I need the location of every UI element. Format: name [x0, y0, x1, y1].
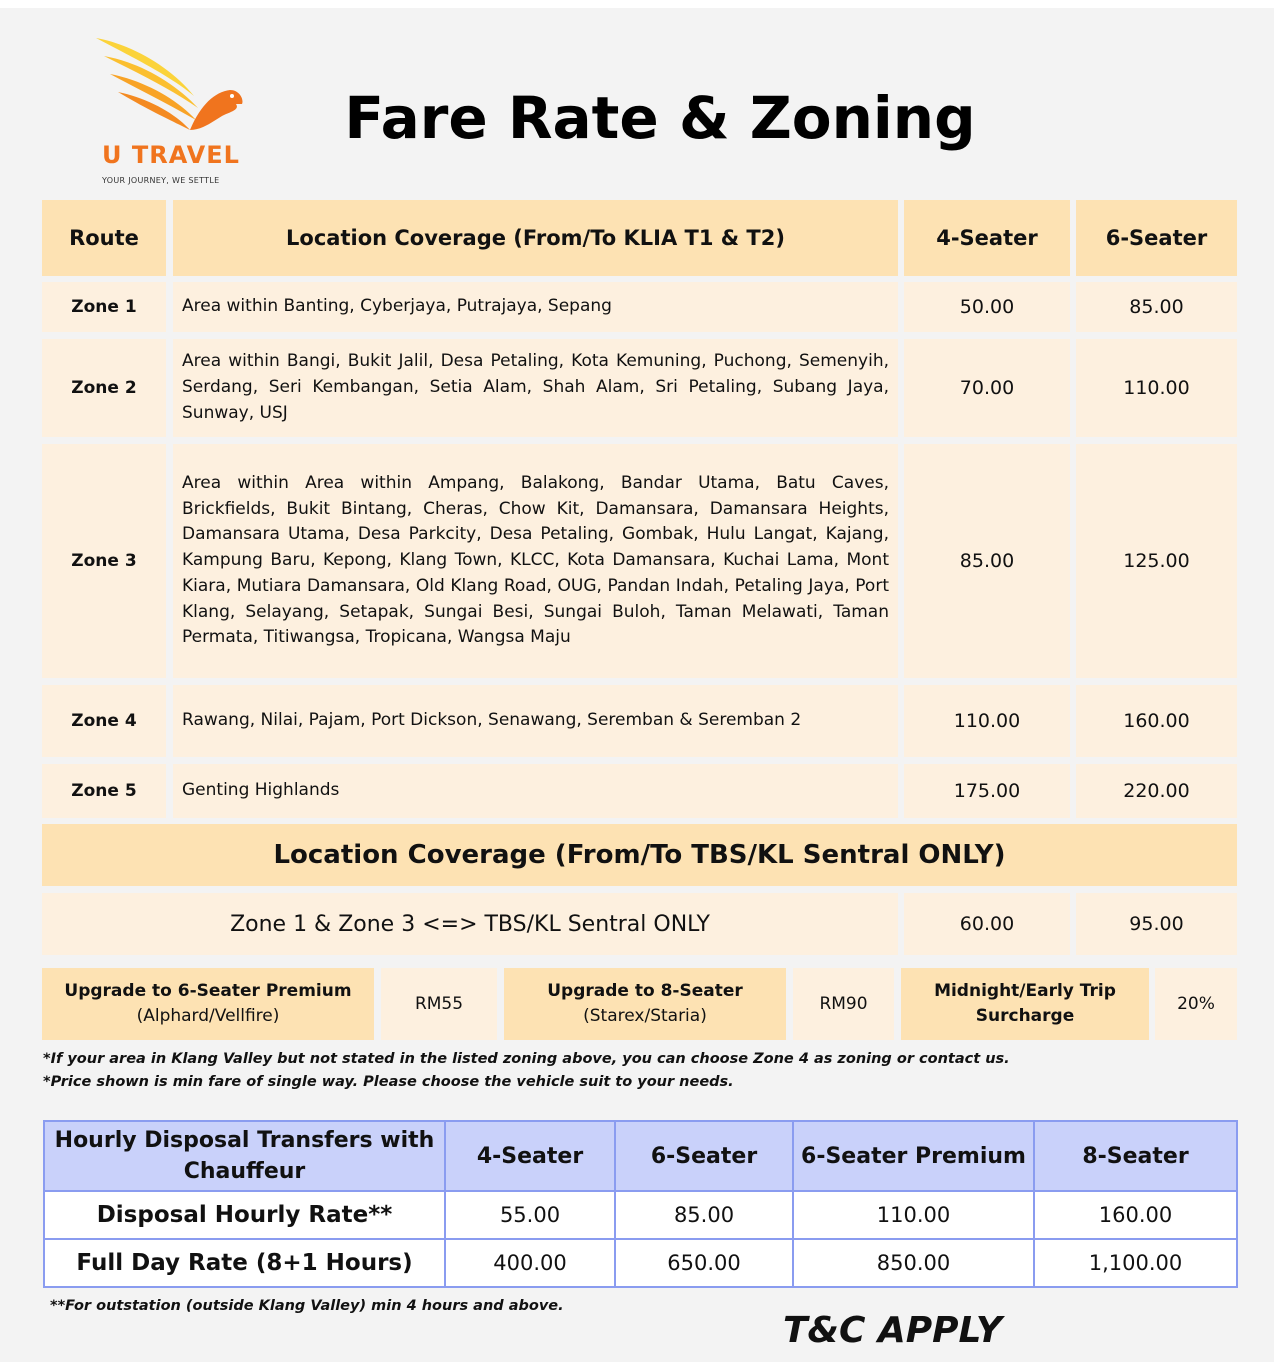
zone-price-4-seater: 110.00	[904, 685, 1070, 757]
zone-label: Zone 5	[42, 764, 166, 818]
brand-logo	[90, 36, 260, 186]
rate-value: 1,100.00	[1034, 1239, 1237, 1287]
zone-price-6-seater: 160.00	[1076, 685, 1237, 757]
zone-label: Zone 4	[42, 685, 166, 757]
zone-label: Zone 3	[42, 444, 166, 678]
rate-value: 850.00	[793, 1239, 1034, 1287]
header-location: Location Coverage (From/To KLIA T1 & T2)	[173, 200, 898, 276]
tbs-price-4-seater: 60.00	[904, 893, 1070, 955]
table-row	[44, 1239, 1237, 1287]
zone-label: Zone 1	[42, 282, 166, 332]
hourly-header: 6-Seater Premium	[793, 1121, 1034, 1191]
zone-coverage: Area within Area within Ampang, Balakong, Bandar Utama, Batu Caves, Brickfields, Bukit Bintang, Cheras, Chow Kit, Damansara, Damansara Heights, Damansara Utama, Desa Parkcity, Desa Petaling, Gombak, Hulu Langat, Kajang, Kampung Baru, Kepong, Klang Town, KLCC, Kota Damansara, Kuchai Lama, Mont Kiara, Mutiara Damansara, Old Klang Road, OUG, Pandan Indah, Petaling Jaya, Port Klang, Selayang, Setapak, Sungai Besi, Sungai Buloh, Taman Melawati, Taman Permata, Titiwangsa, Tropicana, Wangsa Maju	[173, 444, 898, 678]
hourly-table	[43, 1120, 1238, 1288]
upgrade-6-seater-premium: Upgrade to 6-Seater Premium (Alphard/Vellfire)	[42, 968, 374, 1040]
rate-value: 55.00	[445, 1191, 615, 1239]
zone-price-4-seater: 175.00	[904, 764, 1070, 818]
hourly-header-row	[44, 1121, 1237, 1191]
note-zone: *If your area in Klang Valley but not stated in the listed zoning above, you can choose Zone 4 as zoning or contact us.	[43, 1051, 1010, 1067]
rate-value: 650.00	[615, 1239, 793, 1287]
table-row	[44, 1191, 1237, 1239]
upgrade-8-seater: Upgrade to 8-Seater (Starex/Staria)	[504, 968, 786, 1040]
bird-icon	[90, 36, 260, 146]
zone-label: Zone 2	[42, 339, 166, 437]
zone-price-6-seater: 110.00	[1076, 339, 1237, 437]
zone-coverage: Rawang, Nilai, Pajam, Port Dickson, Senawang, Seremban & Seremban 2	[173, 685, 898, 757]
zone-price-4-seater: 70.00	[904, 339, 1070, 437]
rate-value: 400.00	[445, 1239, 615, 1287]
fare-sheet	[0, 8, 1274, 1362]
hourly-header: 6-Seater	[615, 1121, 793, 1191]
brand-name: U TRAVEL	[102, 141, 240, 169]
tc-apply: T&C APPLY	[783, 1310, 1002, 1351]
surcharge-rate: 20%	[1155, 968, 1237, 1040]
header-4-seater: 4-Seater	[904, 200, 1070, 276]
zone-price-4-seater: 85.00	[904, 444, 1070, 678]
upgrade-price: RM55	[381, 968, 497, 1040]
rate-value: 85.00	[615, 1191, 793, 1239]
page-title: Fare Rate & Zoning	[344, 84, 976, 152]
zone-price-6-seater: 125.00	[1076, 444, 1237, 678]
rate-label: Disposal Hourly Rate**	[44, 1191, 445, 1239]
header-6-seater: 6-Seater	[1076, 200, 1237, 276]
zone-price-6-seater: 85.00	[1076, 282, 1237, 332]
tbs-heading: Location Coverage (From/To TBS/KL Sentral ONLY)	[42, 824, 1237, 886]
tbs-route: Zone 1 & Zone 3 <=> TBS/KL Sentral ONLY	[42, 893, 898, 955]
note-outstation: **For outstation (outside Klang Valley) min 4 hours and above.	[50, 1298, 564, 1314]
hourly-header: Hourly Disposal Transfers with Chauffeur	[44, 1121, 445, 1191]
rate-value: 110.00	[793, 1191, 1034, 1239]
header-route: Route	[42, 200, 166, 276]
hourly-header: 4-Seater	[445, 1121, 615, 1191]
note-min-fare: *Price shown is min fare of single way. Please choose the vehicle suit to your needs.	[43, 1074, 734, 1090]
brand-tagline: YOUR JOURNEY, WE SETTLE	[102, 176, 220, 185]
hourly-header: 8-Seater	[1034, 1121, 1237, 1191]
zone-coverage: Area within Banting, Cyberjaya, Putrajaya, Sepang	[173, 282, 898, 332]
zone-price-4-seater: 50.00	[904, 282, 1070, 332]
tbs-price-6-seater: 95.00	[1076, 893, 1237, 955]
rate-label: Full Day Rate (8+1 Hours)	[44, 1239, 445, 1287]
zone-price-6-seater: 220.00	[1076, 764, 1237, 818]
midnight-surcharge: Midnight/Early Trip Surcharge	[901, 968, 1149, 1040]
zone-coverage: Area within Bangi, Bukit Jalil, Desa Petaling, Kota Kemuning, Puchong, Semenyih, Serdang, Seri Kembangan, Setia Alam, Shah Alam, Sri Petaling, Subang Jaya, Sunway, USJ	[173, 339, 898, 437]
rate-value: 160.00	[1034, 1191, 1237, 1239]
zone-coverage: Genting Highlands	[173, 764, 898, 818]
upgrade-price: RM90	[793, 968, 894, 1040]
